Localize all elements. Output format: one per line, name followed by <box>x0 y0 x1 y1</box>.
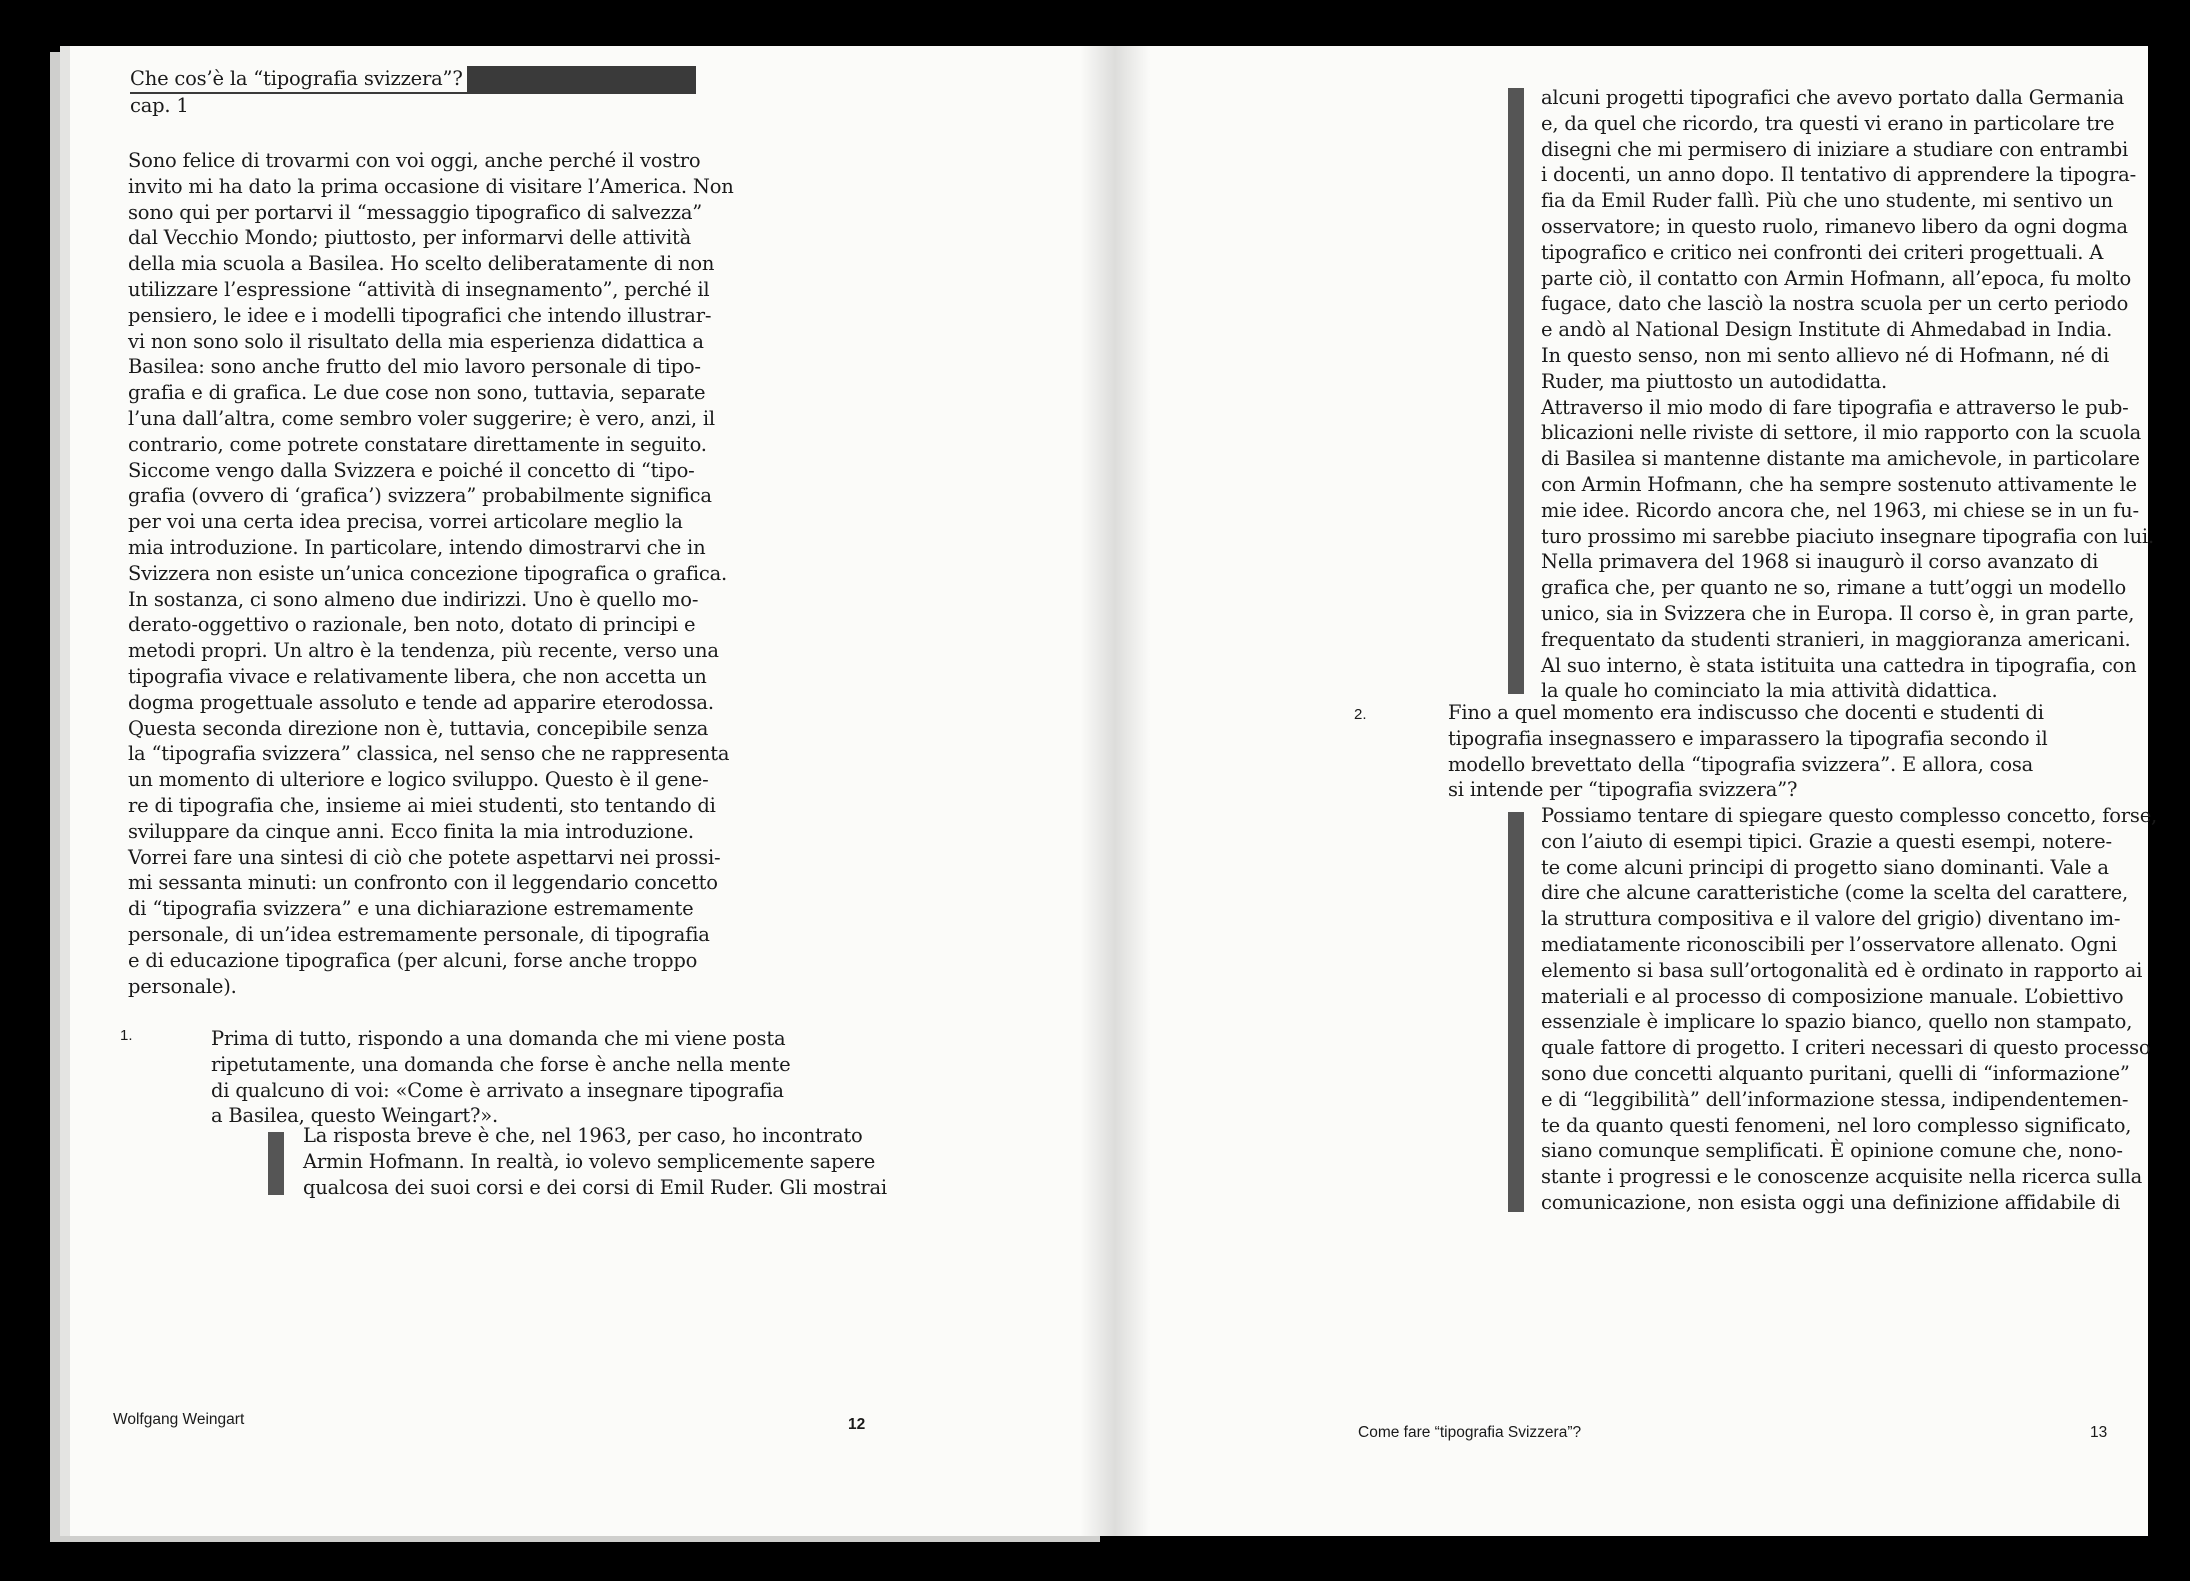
section-2-answer <box>1541 803 2158 1216</box>
intro-paragraph <box>128 148 734 999</box>
text-line: grafia (ovvero di ‘grafica’) svizzera” probabilmente significa <box>128 484 712 508</box>
text-line: La risposta breve è che, nel 1963, per caso, ho incontrato <box>303 1124 863 1147</box>
text-line: personale). <box>128 974 237 998</box>
text-line: osservatore; in questo ruolo, rimanevo libero da ogni dogma <box>1541 214 2128 238</box>
text-line: modello brevettato della “tipografia svizzera”. E allora, cosa <box>1448 752 2034 776</box>
text-line: blicazioni nelle riviste di settore, il mio rapporto con la scuola <box>1541 421 2142 445</box>
quote-bar-right-bottom <box>1508 812 1524 1212</box>
text-line: ripetutamente, una domanda che forse è anche nella mente <box>211 1052 791 1076</box>
text-line: vi non sono solo il risultato della mia esperienza didattica a <box>128 329 704 353</box>
chapter-title <box>130 66 467 92</box>
text-line: elemento si basa sull’ortogonalità ed è ordinato in rapporto ai <box>1541 958 2143 982</box>
text-line: contrario, come potrete constatare direttamente in seguito. <box>128 432 707 456</box>
text-line: con l’aiuto di esempi tipici. Grazie a questi esempi, notere- <box>1541 829 2112 853</box>
text-line: essenziale è implicare lo spazio bianco, quello non stampato, <box>1541 1010 2133 1034</box>
text-line: In sostanza, ci sono almeno due indirizzi. Uno è quello mo- <box>128 587 699 611</box>
text-line: unico, sia in Svizzera che in Europa. Il corso è, in gran parte, <box>1541 601 2135 625</box>
chapter-label: cap. 1 <box>130 94 189 117</box>
text-line: Al suo interno, è stata istituita una cattedra in tipografia, con <box>1541 653 2137 677</box>
text-line: tipografia insegnassero e imparassero la tipografia secondo il <box>1448 726 2048 750</box>
text-line: sviluppare da cinque anni. Ecco finita la mia introduzione. <box>128 819 694 843</box>
text-line: mi sessanta minuti: un confronto con il leggendario concetto <box>128 871 718 895</box>
text-line: Sono felice di trovarmi con voi oggi, anche perché il vostro <box>128 149 701 172</box>
text-line: sono due concetti alquanto puritani, quelli di “informazione” <box>1541 1061 2130 1085</box>
text-line: Armin Hofmann. In realtà, io volevo semplicemente sapere <box>303 1149 876 1173</box>
section-1-answer <box>303 1123 887 1200</box>
text-line: utilizzare l’espressione “attività di insegnamento”, perché il <box>128 277 710 301</box>
text-line: dal Vecchio Mondo; piuttosto, per informarvi delle attività <box>128 226 692 250</box>
text-line: Svizzera non esiste un’unica concezione tipografica o grafica. <box>128 561 728 585</box>
text-line: sono qui per portarvi il “messaggio tipografico di salvezza” <box>128 200 703 224</box>
text-line: la quale ho cominciato la mia attività didattica. <box>1541 679 1998 703</box>
text-line: stante i progressi e le conoscenze acquisite nella ricerca sulla <box>1541 1165 2143 1189</box>
text-line: Vorrei fare una sintesi di ciò che potete aspettarvi nei prossi- <box>128 845 721 869</box>
section-2-question <box>1448 700 2048 803</box>
text-line: Siccome vengo dalla Svizzera e poiché il concetto di “tipo- <box>128 458 695 482</box>
text-line: disegni che mi permisero di iniziare a studiare con entrambi <box>1541 137 2129 161</box>
text-line: di qualcuno di voi: «Come è arrivato a insegnare tipografia <box>211 1078 784 1102</box>
text-line: qualcosa dei suoi corsi e dei corsi di Emil Ruder. Gli mostrai <box>303 1175 887 1199</box>
text-line: metodi propri. Un altro è la tendenza, più recente, verso una <box>128 639 719 663</box>
footer-title: Come fare “tipografia Svizzera”? <box>1358 1424 1582 1441</box>
section-1-question <box>211 1026 811 1129</box>
text-line: dire che alcune caratteristiche (come la scelta del carattere, <box>1541 881 2128 905</box>
quote-bar-left <box>268 1132 284 1195</box>
section-number-2: 2. <box>1354 706 1367 723</box>
text-line: Possiamo tentare di spiegare questo complesso concetto, forse, <box>1541 804 2158 827</box>
text-line: un momento di ulteriore e logico sviluppo. Questo è il gene- <box>128 768 709 792</box>
book-gutter <box>1080 46 1150 1536</box>
text-line: con Armin Hofmann, che ha sempre sostenuto attivamente le <box>1541 472 2137 496</box>
text-line: e andò al National Design Institute di Ahmedabad in India. <box>1541 318 2113 342</box>
text-line: grafia e di grafica. Le due cose non sono, tuttavia, separate <box>128 381 706 405</box>
text-line: In questo senso, non mi sento allievo né di Hofmann, né di <box>1541 343 2109 367</box>
text-line: mie idee. Ricordo ancora che, nel 1963, mi chiese se in un fu- <box>1541 498 2139 522</box>
text-line: mia introduzione. In particolare, intendo dimostrarvi che in <box>128 535 706 559</box>
text-line: e di “leggibilità” dell’informazione stessa, indipendentemen- <box>1541 1087 2129 1111</box>
text-line: alcuni progetti tipografici che avevo portato dalla Germania <box>1541 86 2125 109</box>
section-number-1: 1. <box>120 1027 133 1044</box>
continuation-paragraph <box>1541 85 2154 704</box>
text-line: turo prossimo mi sarebbe piaciuto insegnare tipografia con lui. <box>1541 524 2154 548</box>
text-line: e, da quel che ricordo, tra questi vi erano in particolare tre <box>1541 111 2115 135</box>
text-line: te da quanto questi fenomeni, nel loro complesso significato, <box>1541 1113 2132 1137</box>
text-line: tipografico e critico nei confronti dei criteri progettuali. A <box>1541 240 2104 264</box>
page-number-right: 13 <box>2090 1424 2108 1441</box>
text-line: Fino a quel momento era indiscusso che docenti e studenti di <box>1448 701 2044 724</box>
text-line: Questa seconda direzione non è, tuttavia, concepibile senza <box>128 716 709 740</box>
text-line: si intende per “tipografia svizzera”? <box>1448 778 1798 802</box>
text-line: di “tipografia svizzera” e una dichiarazione estremamente <box>128 897 694 921</box>
text-line: comunicazione, non esista oggi una definizione affidabile di <box>1541 1190 2121 1214</box>
text-line: derato-oggettivo o razionale, ben noto, dotato di principi e <box>128 613 696 637</box>
text-line: a Basilea, questo Weingart?». <box>211 1104 499 1128</box>
text-line: invito mi ha dato la prima occasione di visitare l’America. Non <box>128 174 734 198</box>
text-line: Basilea: sono anche frutto del mio lavoro personale di tipo- <box>128 355 701 379</box>
text-line: te come alcuni principi di progetto siano dominanti. Vale a <box>1541 855 2109 879</box>
text-line: Attraverso il mio modo di fare tipografia e attraverso le pub- <box>1541 395 2129 419</box>
text-line: pensiero, le idee e i modelli tipografici che intendo illustrar- <box>128 303 712 327</box>
text-line: siano comunque semplificati. È opinione comune che, nono- <box>1541 1139 2123 1163</box>
text-line: personale, di un’idea estremamente personale, di tipografia <box>128 922 710 946</box>
text-line: Nella primavera del 1968 si inaugurò il corso avanzato di <box>1541 550 2099 574</box>
text-line: fugace, dato che lasciò la nostra scuola per un certo periodo <box>1541 292 2129 316</box>
text-line: materiali e al processo di composizione manuale. L’obiettivo <box>1541 984 2124 1008</box>
footer-author: Wolfgang Weingart <box>113 1411 245 1428</box>
text-line: per voi una certa idea precisa, vorrei articolare meglio la <box>128 510 683 534</box>
text-line: di Basilea si mantenne distante ma amichevole, in particolare <box>1541 447 2140 471</box>
text-line: grafica che, per quanto ne so, rimane a tutt’oggi un modello <box>1541 576 2127 600</box>
text-line: e di educazione tipografica (per alcuni, forse anche troppo <box>128 948 698 972</box>
text-line: dogma progettuale assoluto e tende ad apparire eterodossa. <box>128 690 714 714</box>
text-line: frequentato da studenti stranieri, in maggioranza americani. <box>1541 627 2131 651</box>
quote-bar-right-top <box>1508 88 1524 694</box>
text-line: re di tipografia che, insieme ai miei studenti, sto tentando di <box>128 793 716 817</box>
text-line: i docenti, un anno dopo. Il tentativo di apprendere la tipogra- <box>1541 163 2136 187</box>
text-line: tipografia vivace e relativamente libera, che non accetta un <box>128 664 707 688</box>
page-number-left: 12 <box>848 1416 866 1433</box>
text-line: fia da Emil Ruder fallì. Più che uno studente, mi sentivo un <box>1541 189 2114 213</box>
text-line: parte ciò, il contatto con Armin Hofmann, all’epoca, fu molto <box>1541 266 2131 290</box>
text-line: la struttura compositiva e il valore del grigio) diventano im- <box>1541 907 2121 931</box>
text-line: quale fattore di progetto. I criteri necessari di questo processo <box>1541 1036 2151 1060</box>
text-line: della mia scuola a Basilea. Ho scelto deliberatamente di non <box>128 252 715 276</box>
text-line: la “tipografia svizzera” classica, nel senso che ne rappresenta <box>128 742 730 766</box>
chapter-title-text: Che cos’è la “tipografia svizzera”? <box>130 67 463 90</box>
text-line: Ruder, ma piuttosto un autodidatta. <box>1541 369 1888 393</box>
text-line: l’una dall’altra, come sembro voler suggerire; è vero, anzi, il <box>128 406 715 430</box>
text-line: Prima di tutto, rispondo a una domanda che mi viene posta <box>211 1027 786 1050</box>
text-line: mediatamente riconoscibili per l’osservatore allenato. Ogni <box>1541 932 2117 956</box>
